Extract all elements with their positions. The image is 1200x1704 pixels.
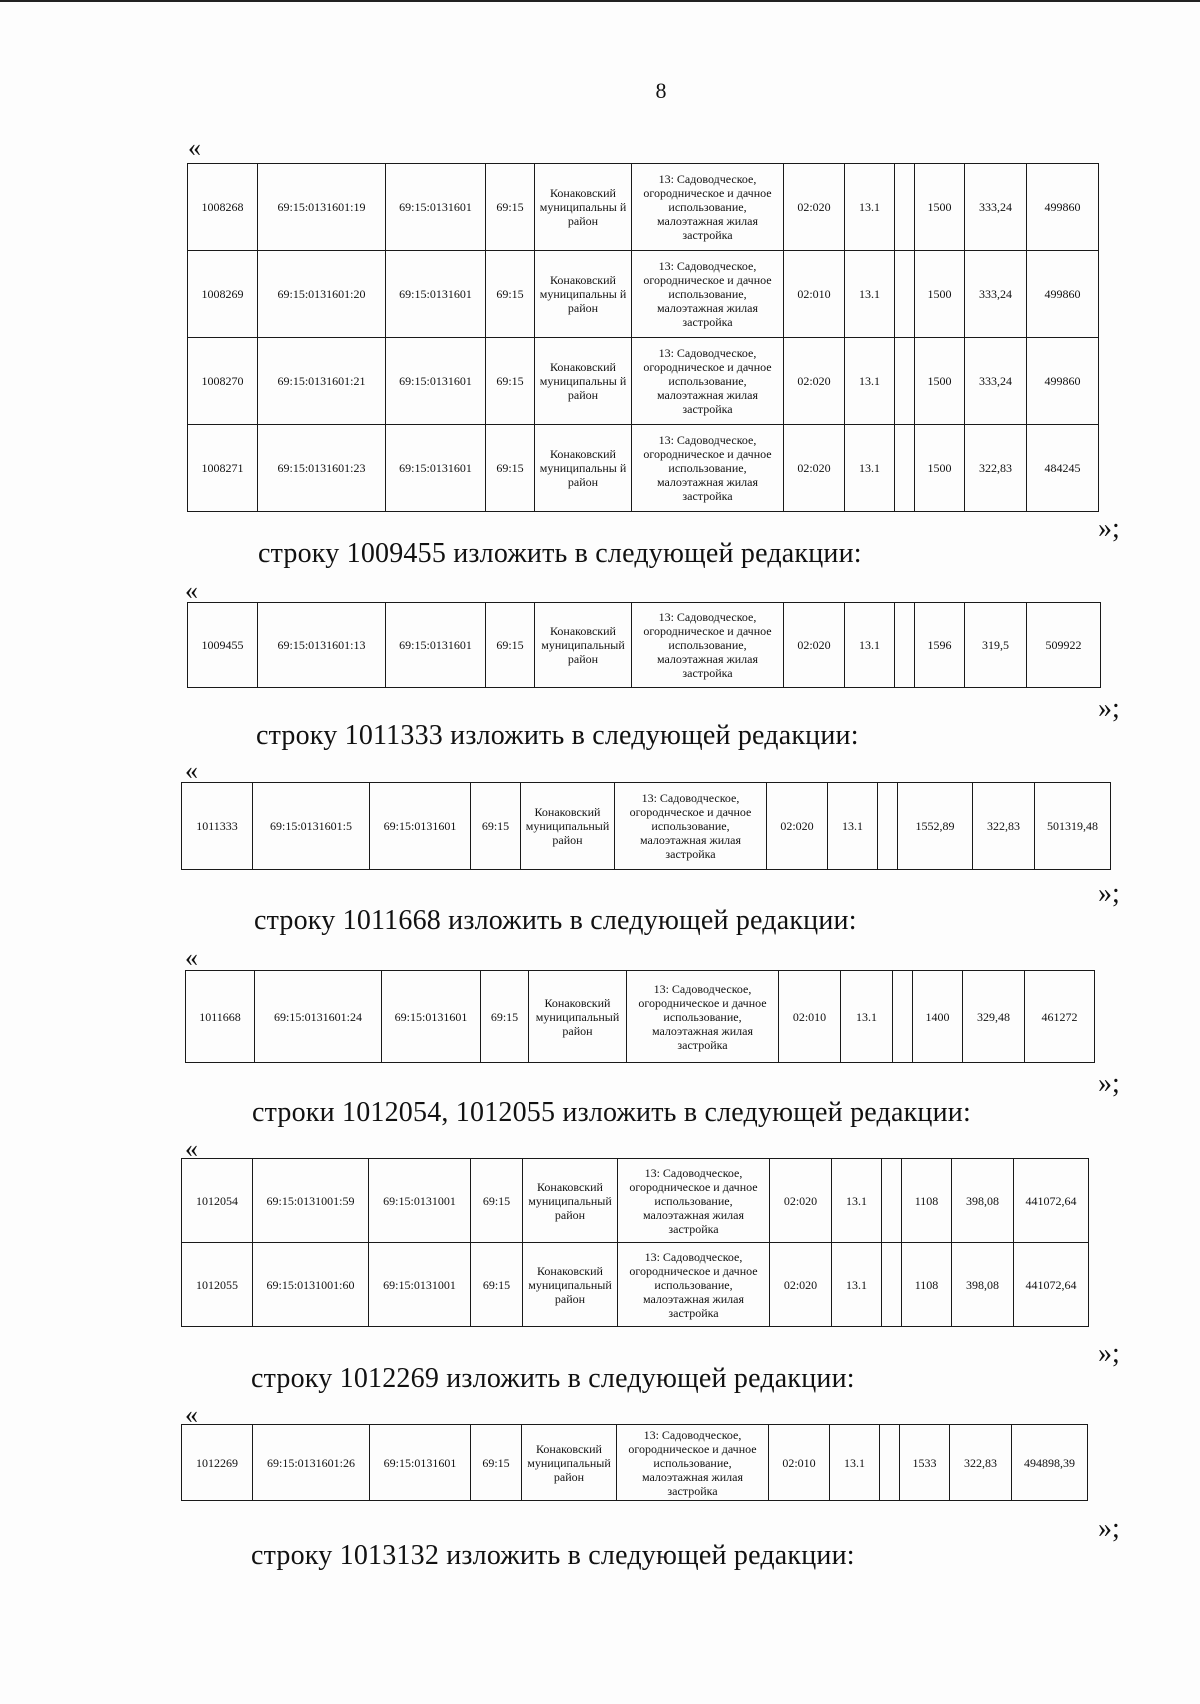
cell-area: 1552,89: [898, 783, 973, 870]
cell-area: 1108: [902, 1159, 952, 1243]
cell-row-id: 1008271: [188, 425, 258, 512]
amendment-instruction: строки 1012054, 1012055 изложить в следующей редакции:: [252, 1097, 971, 1128]
cell-region: 69:15: [486, 603, 535, 688]
table-row: [188, 251, 1099, 338]
cell-row-id: 1012054: [182, 1159, 253, 1243]
cell-region: 69:15: [481, 971, 529, 1063]
cell-value: 499860: [1027, 251, 1099, 338]
closing-quote: »;: [1098, 1338, 1120, 1369]
cell-district: Конаковский муниципальный район: [529, 971, 627, 1063]
table-row: [182, 783, 1111, 870]
register-table: [185, 970, 1095, 1063]
cell-region: 69:15: [486, 251, 535, 338]
cell-code: 02:010: [779, 971, 841, 1063]
cell-cadastral-number: 69:15:0131601:23: [258, 425, 386, 512]
cell-region: 69:15: [486, 164, 535, 251]
cell-region: 69:15: [486, 425, 535, 512]
cell-group: 13.1: [832, 1243, 882, 1327]
cell-cadastral-number: 69:15:0131601:26: [253, 1425, 370, 1501]
cell-region: 69:15: [471, 783, 521, 870]
cell-district: Конаковский муниципальны й район: [535, 425, 632, 512]
amendment-instruction: строку 1012269 изложить в следующей редакции:: [251, 1363, 855, 1394]
cell-land-use: 13: Садоводческое, огородническое и дачное использование, малоэтажная жилая застройка: [632, 425, 784, 512]
cell-land-use: 13: Садоводческое, огородническое и дачное использование, малоэтажная жилая застройка: [617, 1425, 769, 1501]
cell-empty: [880, 1425, 900, 1501]
cell-group: 13.1: [845, 164, 895, 251]
cell-rate: 319,5: [965, 603, 1027, 688]
cell-empty: [878, 783, 898, 870]
cell-group: 13.1: [841, 971, 893, 1063]
cell-district: Конаковский муниципальны й район: [535, 164, 632, 251]
cell-quarter: 69:15:0131001: [369, 1159, 471, 1243]
cell-empty: [882, 1243, 902, 1327]
closing-quote: »;: [1098, 878, 1120, 909]
cell-rate: 322,83: [965, 425, 1027, 512]
cell-group: 13.1: [845, 251, 895, 338]
table-row: [188, 338, 1099, 425]
register-table: [181, 782, 1111, 870]
cell-district: Конаковский муниципальный район: [535, 603, 632, 688]
amendment-instruction: строку 1009455 изложить в следующей редакции:: [258, 538, 862, 569]
cell-group: 13.1: [832, 1159, 882, 1243]
register-table: [187, 163, 1099, 512]
cell-empty: [895, 603, 915, 688]
closing-quote: »;: [1098, 1513, 1120, 1544]
cell-code: 02:020: [784, 338, 845, 425]
opening-quote: «: [185, 1134, 198, 1163]
cell-code: 02:020: [784, 164, 845, 251]
cell-empty: [895, 425, 915, 512]
cell-quarter: 69:15:0131601: [386, 251, 486, 338]
cell-group: 13.1: [830, 1425, 880, 1501]
cell-value: 501319,48: [1035, 783, 1111, 870]
cell-rate: 333,24: [965, 338, 1027, 425]
cell-value: 484245: [1027, 425, 1099, 512]
cell-group: 13.1: [845, 338, 895, 425]
cell-rate: 329,48: [963, 971, 1025, 1063]
cell-land-use: 13: Садоводческое, огородническое и дачное использование, малоэтажная жилая застройка: [632, 164, 784, 251]
cell-empty: [895, 251, 915, 338]
cell-code: 02:020: [767, 783, 828, 870]
cell-area: 1500: [915, 425, 965, 512]
cell-land-use: 13: Садоводческое, огородническое и дачное использование, малоэтажная жилая застройка: [618, 1243, 770, 1327]
cell-land-use: 13: Садоводческое, огороднческое и дачное использование, малоэтажная жилая застройка: [615, 783, 767, 870]
register-table: [187, 602, 1101, 688]
cell-value: 461272: [1025, 971, 1095, 1063]
cell-code: 02:020: [784, 603, 845, 688]
cell-value: 494898,39: [1012, 1425, 1088, 1501]
cell-region: 69:15: [471, 1159, 523, 1243]
cell-land-use: 13: Садоводческое, огородническое и дачное использование, малоэтажная жилая застройка: [632, 603, 784, 688]
cell-area: 1596: [915, 603, 965, 688]
cell-quarter: 69:15:0131001: [369, 1243, 471, 1327]
cell-district: Конаковский муниципальный район: [523, 1159, 618, 1243]
cell-cadastral-number: 69:15:0131001:59: [253, 1159, 369, 1243]
cell-cadastral-number: 69:15:0131601:20: [258, 251, 386, 338]
opening-quote: «: [188, 133, 201, 162]
cell-row-id: 1008270: [188, 338, 258, 425]
cell-rate: 333,24: [965, 251, 1027, 338]
cell-code: 02:020: [784, 425, 845, 512]
cell-value: 509922: [1027, 603, 1101, 688]
cell-row-id: 1011333: [182, 783, 253, 870]
cell-district: Конаковский муниципальны й район: [535, 251, 632, 338]
amendment-instruction: строку 1011668 изложить в следующей редакции:: [254, 905, 857, 936]
cell-quarter: 69:15:0131601: [386, 164, 486, 251]
cell-rate: 398,08: [952, 1243, 1014, 1327]
table-row: [188, 164, 1099, 251]
cell-row-id: 1011668: [186, 971, 255, 1063]
register-table: [181, 1158, 1089, 1327]
cell-cadastral-number: 69:15:0131601:21: [258, 338, 386, 425]
cell-empty: [895, 164, 915, 251]
page-number: 8: [655, 78, 667, 103]
cell-area: 1108: [902, 1243, 952, 1327]
cell-area: 1500: [915, 251, 965, 338]
cell-code: 02:010: [769, 1425, 830, 1501]
cell-cadastral-number: 69:15:0131601:5: [253, 783, 370, 870]
cell-quarter: 69:15:0131601: [370, 783, 471, 870]
amendment-instruction: строку 1013132 изложить в следующей редакции:: [251, 1540, 855, 1571]
closing-quote: »;: [1098, 693, 1120, 724]
cell-code: 02:020: [770, 1159, 832, 1243]
cell-district: Конаковский муниципальный район: [521, 783, 615, 870]
cell-region: 69:15: [471, 1243, 523, 1327]
cell-rate: 333,24: [965, 164, 1027, 251]
cell-value: 499860: [1027, 338, 1099, 425]
cell-district: Конаковский муниципальный район: [523, 1243, 618, 1327]
table-row: [186, 971, 1095, 1063]
cell-group: 13.1: [845, 425, 895, 512]
opening-quote: «: [185, 756, 198, 785]
table-row: [182, 1425, 1088, 1501]
amendment-instruction: строку 1011333 изложить в следующей редакции:: [256, 720, 859, 751]
cell-cadastral-number: 69:15:0131601:13: [258, 603, 386, 688]
cell-group: 13.1: [828, 783, 878, 870]
cell-district: Конаковский муниципальны й район: [535, 338, 632, 425]
closing-quote: »;: [1098, 1068, 1120, 1099]
cell-area: 1533: [900, 1425, 950, 1501]
cell-cadastral-number: 69:15:0131601:24: [255, 971, 382, 1063]
cell-row-id: 1008269: [188, 251, 258, 338]
cell-region: 69:15: [486, 338, 535, 425]
cell-land-use: 13: Садоводческое, огородническое и дачное использование, малоэтажная жилая застройка: [632, 251, 784, 338]
cell-rate: 322,83: [973, 783, 1035, 870]
cell-quarter: 69:15:0131601: [386, 603, 486, 688]
cell-code: 02:010: [784, 251, 845, 338]
cell-region: 69:15: [471, 1425, 522, 1501]
cell-empty: [882, 1159, 902, 1243]
table-row: [188, 425, 1099, 512]
cell-quarter: 69:15:0131601: [382, 971, 481, 1063]
cell-rate: 398,08: [952, 1159, 1014, 1243]
cell-row-id: 1012269: [182, 1425, 253, 1501]
opening-quote: «: [185, 943, 198, 972]
cell-district: Конаковский муниципальный район: [522, 1425, 617, 1501]
cell-quarter: 69:15:0131601: [386, 338, 486, 425]
cell-rate: 322,83: [950, 1425, 1012, 1501]
opening-quote: «: [185, 576, 198, 605]
register-table: [181, 1424, 1088, 1501]
cell-land-use: 13: Садоводческое, огородническое и дачное использование, малоэтажная жилая застройка: [632, 338, 784, 425]
table-row: [182, 1243, 1089, 1327]
cell-cadastral-number: 69:15:0131001:60: [253, 1243, 369, 1327]
table-row: [188, 603, 1101, 688]
cell-group: 13.1: [845, 603, 895, 688]
cell-area: 1500: [915, 338, 965, 425]
cell-area: 1500: [915, 164, 965, 251]
cell-land-use: 13: Садоводческое, огородническое и дачное использование, малоэтажная жилая застройка: [627, 971, 779, 1063]
cell-empty: [895, 338, 915, 425]
cell-value: 441072,64: [1014, 1243, 1089, 1327]
cell-land-use: 13: Садоводческое, огородническое и дачное использование, малоэтажная жилая застройка: [618, 1159, 770, 1243]
cell-empty: [893, 971, 913, 1063]
closing-quote: »;: [1098, 513, 1120, 544]
cell-cadastral-number: 69:15:0131601:19: [258, 164, 386, 251]
cell-value: 441072,64: [1014, 1159, 1089, 1243]
table-row: [182, 1159, 1089, 1243]
cell-row-id: 1009455: [188, 603, 258, 688]
cell-code: 02:020: [770, 1243, 832, 1327]
cell-area: 1400: [913, 971, 963, 1063]
opening-quote: «: [185, 1400, 198, 1429]
cell-quarter: 69:15:0131601: [370, 1425, 471, 1501]
cell-row-id: 1012055: [182, 1243, 253, 1327]
scan-top-edge: [0, 0, 1200, 2]
cell-value: 499860: [1027, 164, 1099, 251]
cell-quarter: 69:15:0131601: [386, 425, 486, 512]
cell-row-id: 1008268: [188, 164, 258, 251]
